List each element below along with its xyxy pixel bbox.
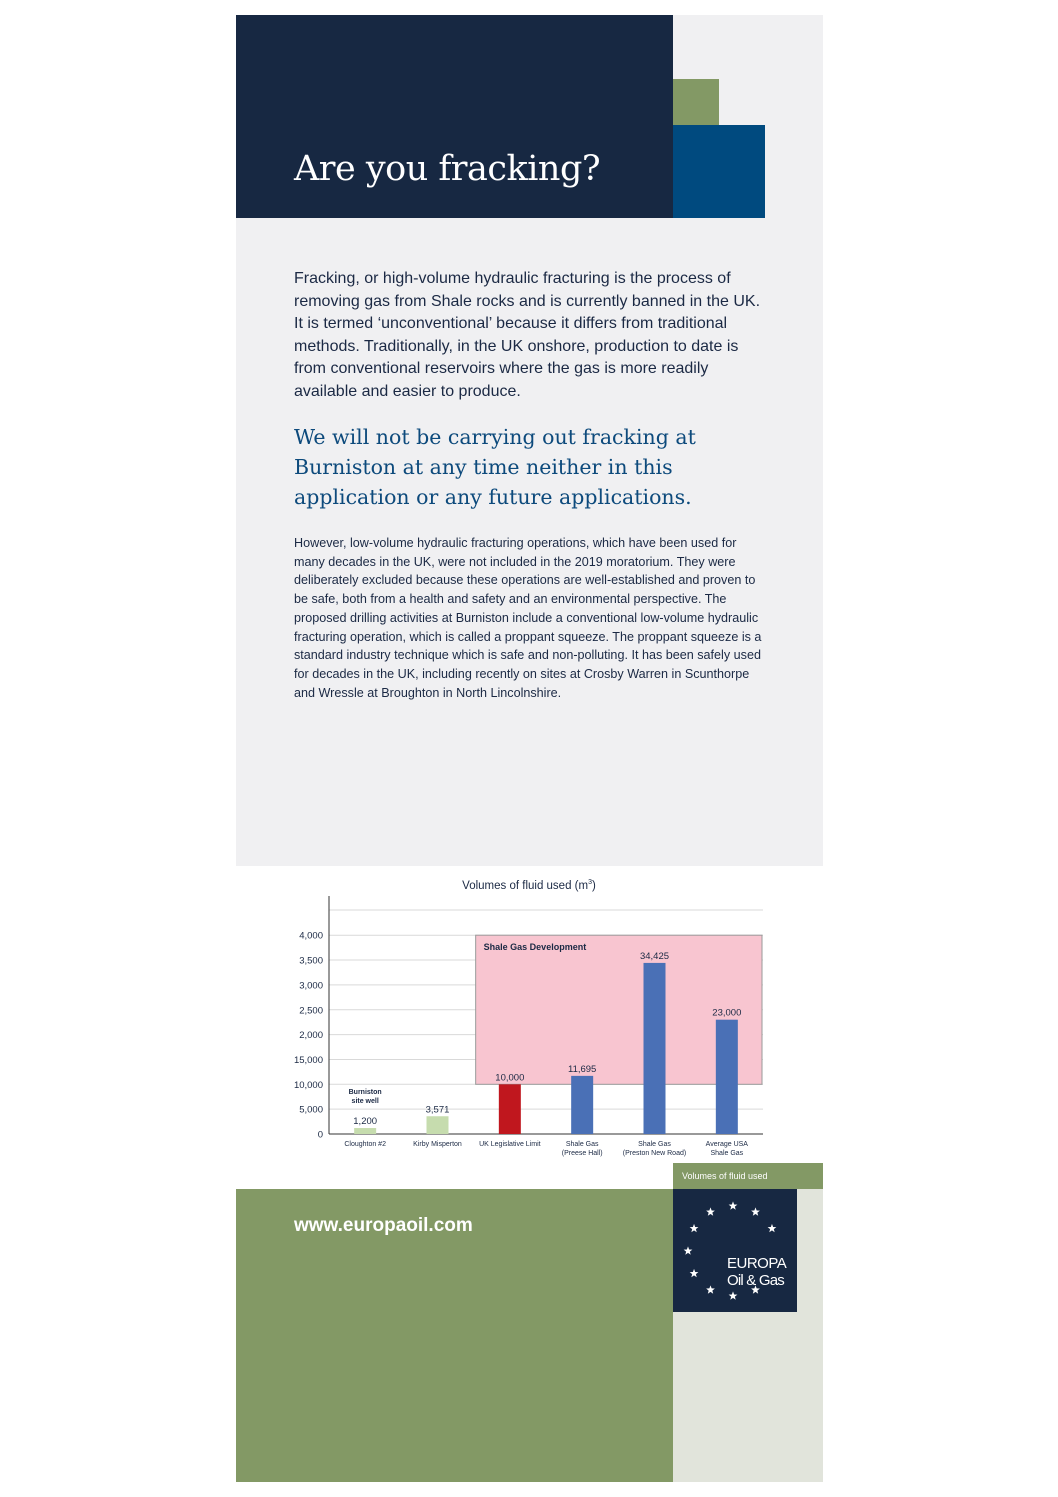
star-icon [751, 1207, 760, 1215]
burniston-annotation: site well [351, 1098, 379, 1105]
x-category-label: Average USA [705, 1141, 748, 1148]
x-category-label: Shale Gas [565, 1141, 599, 1148]
y-tick-label: 4,000 [299, 930, 323, 942]
bar [644, 963, 666, 1134]
star-icon [768, 1224, 777, 1232]
logo-text-europa: EUROPA [727, 1255, 787, 1272]
y-tick-label: 2,000 [299, 1030, 323, 1042]
y-tick-label: 10,000 [293, 1079, 323, 1091]
star-ring-icon [673, 1189, 797, 1312]
chart-tab-label: Volumes of fluid used [673, 1163, 823, 1189]
logo-text-oilgas: Oil & Gas [727, 1272, 784, 1289]
bar [716, 1020, 738, 1134]
x-category-label: Cloughton #2 [344, 1141, 386, 1148]
shale-gas-region-label: Shale Gas Development [483, 942, 587, 953]
y-tick-label: 3,000 [299, 980, 323, 992]
chart-svg [236, 866, 823, 1163]
y-tick-label: 2,500 [299, 1005, 323, 1017]
star-icon [729, 1201, 738, 1209]
star-icon [706, 1285, 715, 1293]
x-category-label: Kirby Misperton [413, 1141, 462, 1148]
decor-green-square [673, 79, 719, 125]
chart-title: Volumes of fluid used $(m^3)$ [462, 879, 596, 892]
bar-value-label: 3,571 [425, 1104, 450, 1116]
page-title: Are you fracking? [294, 149, 601, 189]
website-link[interactable]: www.europaoil.com [294, 1215, 473, 1236]
y-tick-label: 3,500 [299, 955, 323, 967]
bar [354, 1128, 376, 1134]
bar-value-label: 10,000 [495, 1072, 525, 1084]
x-category-label: Shale Gas [710, 1150, 744, 1157]
bar-value-label: 1,200 [353, 1116, 378, 1128]
star-icon [729, 1291, 738, 1299]
bar [427, 1116, 449, 1134]
star-icon [690, 1224, 699, 1232]
europa-logo [673, 1189, 797, 1312]
x-category-label: (Preston New Road) [622, 1150, 687, 1157]
x-category-label: (Preese Hall) [561, 1150, 603, 1157]
x-category-label: Shale Gas [638, 1141, 671, 1148]
intro-paragraph: Fracking, or high-volume hydraulic fracturing is the process of removing gas from Shale rocks and is currently banned in the UK. It is termed ‘unconventional’ because it differs from traditional methods. Traditionally, in the UK onshore, production to date is from conventional reservoirs where the gas is more readily available and easier to produce. [294, 270, 761, 400]
bar [571, 1076, 593, 1134]
x-category-label: UK Legislative Limit [479, 1141, 541, 1148]
bar [499, 1084, 521, 1134]
fluid-volume-chart [236, 866, 823, 1163]
bar-value-label: 34,425 [639, 950, 670, 962]
star-icon [690, 1269, 699, 1277]
bar-value-label: 23,000 [712, 1007, 742, 1019]
bar-value-label: 11,695 [567, 1063, 597, 1075]
highlight-statement: We will not be carrying out fracking at Burniston at any time neither in this application or any future applications. [294, 425, 696, 509]
burniston-annotation: Burniston [348, 1089, 382, 1096]
star-icon [684, 1246, 693, 1254]
y-tick-label: 0 [317, 1129, 323, 1141]
y-tick-label: 15,000 [293, 1054, 323, 1066]
body-paragraph: However, low-volume hydraulic fracturing operations, which have been used for many decades in the UK, were not included in the 2019 moratorium. They were deliberately excluded because these operations are well-established and proven to be safe, both from a health and safety and an environmental perspective. The proposed drilling activities at Burniston include a conventional low-volume hydraulic fracturing operation, which is called a proppant squeeze. The proppant squeeze is a standard industry technique which is safe and non-polluting. It has been safely used for decades in the UK, including recently on sites at Crosby Warren in Scunthorpe and Wressle at Broughton in North Lincolnshire. [294, 536, 762, 700]
leaflet-page [236, 15, 823, 1482]
decor-blue-square [673, 125, 765, 218]
y-tick-label: 5,000 [299, 1104, 323, 1116]
star-icon [706, 1207, 715, 1215]
